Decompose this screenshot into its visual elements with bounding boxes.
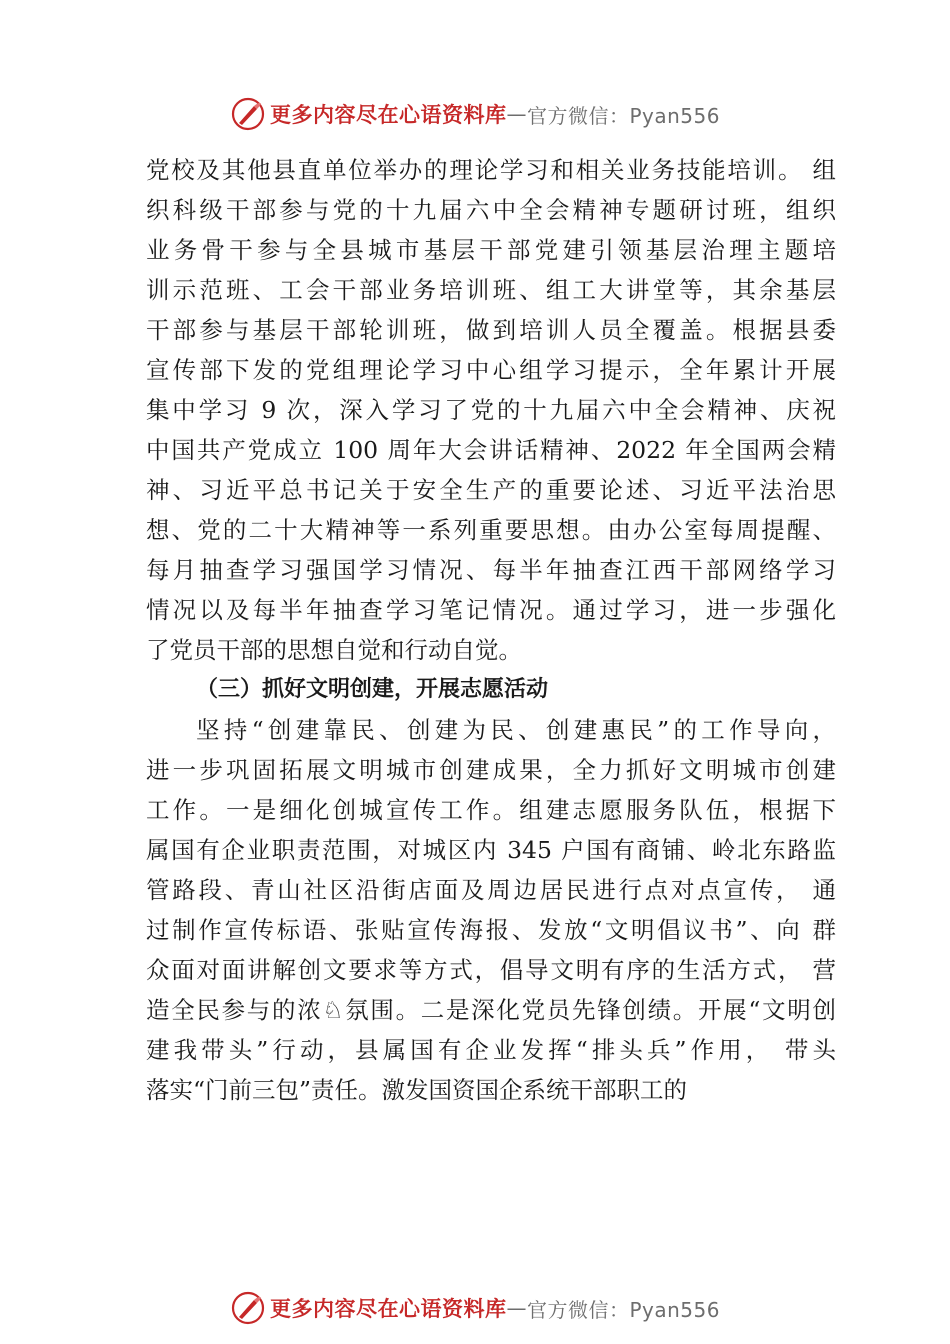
section-heading: （三）抓好文明创建，开展志愿活动 [196, 677, 549, 702]
footer-watermark-banner [0, 1288, 950, 1328]
document-body [146, 150, 836, 1110]
header-watermark-banner [0, 94, 950, 134]
banner-separator: — [506, 1296, 527, 1320]
banner-separator: — [506, 102, 527, 126]
text-line: 业务骨干参与全县城市基层干部党建引领基层治理主题培 [146, 236, 836, 264]
text-line: 了党员干部的思想自觉和行动自觉。 [146, 636, 522, 664]
text-line: 干部参与基层干部轮训班，做到培训人员全覆盖。根据县委 [146, 316, 836, 344]
text-line: 建我带头”行动，县属国有企业发挥“排头兵”作用， 带头 [146, 1036, 836, 1064]
text-line: 想、党的二十大精神等一系列重要思想。由办公室每周提醒、 [146, 516, 836, 544]
text-line: 每月抽查学习强国学习情况、每半年抽查江西干部网络学习 [146, 556, 836, 584]
text-line: 训示范班、工会干部业务培训班、组工大讲堂等，其余基层 [146, 276, 836, 304]
text-line: 属国有企业职责范围，对城区内 345 户国有商铺、岭北东路监 [146, 836, 836, 864]
brand-text: 更多内容尽在心语资料库 [269, 1297, 507, 1321]
text-line: 进一步巩固拓展文明城市创建成果，全力抓好文明城市创建 [146, 756, 836, 784]
text-line: 工作。一是细化创城宣传工作。组建志愿服务队伍，根据下 [146, 796, 836, 824]
wechat-text: 官方微信：Pyan556 [526, 1297, 720, 1322]
text-line: 织科级干部参与党的十九届六中全会精神专题研讨班，组织 [146, 196, 836, 224]
text-line: 集中学习 9 次，深入学习了党的十九届六中全会精神、庆祝 [146, 396, 836, 424]
text-line: 党校及其他县直单位举办的理论学习和相关业务技能培训。 组 [146, 156, 836, 184]
text-line: 坚持“创建靠民、创建为民、创建惠民”的工作导向， [196, 716, 836, 744]
text-line: 宣传部下发的党组理论学习中心组学习提示，全年累计开展 [146, 356, 836, 384]
brand-text: 更多内容尽在心语资料库 [269, 103, 507, 127]
quill-logo-icon [230, 96, 266, 132]
wechat-text: 官方微信：Pyan556 [526, 103, 720, 128]
text-line: 神、习近平总书记关于安全生产的重要论述、习近平法治思 [146, 476, 836, 504]
text-line: 情况以及每半年抽查学习笔记情况。通过学习，进一步强化 [146, 596, 836, 624]
text-line: 中国共产党成立 100 周年大会讲话精神、2022 年全国两会精 [146, 436, 836, 464]
text-line: 管路段、青山社区沿街店面及周边居民进行点对点宣传， 通 [146, 876, 836, 904]
text-line: 众面对面讲解创文要求等方式，倡导文明有序的生活方式， 营 [146, 956, 836, 984]
quill-logo-icon [230, 1290, 266, 1326]
text-line: 过制作宣传标语、张贴宣传海报、发放“文明倡议书”、向 群 [146, 916, 836, 944]
text-line: 落实“门前三包”责任。激发国资国企系统干部职工的 [146, 1076, 688, 1104]
text-line: 造全民参与的浓♘氛围。二是深化党员先锋创绩。开展“文明创 [146, 996, 836, 1024]
